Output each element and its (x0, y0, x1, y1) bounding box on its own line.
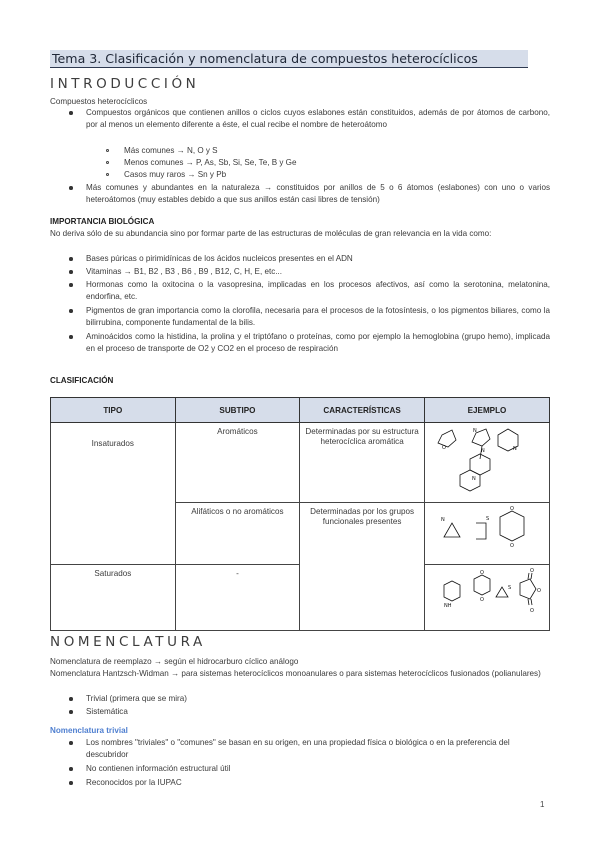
intro-subheading: Compuestos heterocíclicos (50, 97, 148, 106)
atom-label: O (529, 608, 534, 614)
table-cell-tipo: Insaturados (51, 423, 176, 565)
sub-bullet-ring (106, 149, 109, 152)
table-cell-caract: Determinadas por los grupos funcionales presentes (300, 503, 425, 631)
table-header-cell: TIPO (51, 398, 176, 423)
intro-sub-1: Más comunes → N, O y S (124, 146, 218, 155)
importancia-item: Aminoácidos como la histidina, la prolina y el triptófano o proteínas, como por ejemplo la hemoglobina (grupo hemo), implicada en el proceso de transporte de O2 y CO2 en el proceso de respiración (86, 332, 550, 353)
intro-sub-3: Casos muy raros → Sn y Pb (124, 170, 227, 179)
intro-heading: INTRODUCCIÓN (50, 76, 200, 92)
intro-bullet-2: Más comunes y abundantes en la naturaleza → constituidos por anillos de 5 o 6 átomos (eslabones) con uno o varios heteroátomos (muy estables debido a que sus anillos están casi libres de tensión) (86, 183, 550, 204)
atom-label: S (507, 585, 512, 591)
bullet-dot (69, 111, 73, 115)
table-row (51, 423, 550, 503)
table-cell-tipo: Saturados (51, 565, 176, 631)
nomenclatura-line-1: Nomenclatura de reemplazo → según el hidrocarburo cíclico análogo (50, 657, 299, 666)
atom-label: N (471, 476, 476, 482)
atom-label: O (479, 570, 484, 576)
table-header-cell: CARACTERÍSTICAS (300, 398, 425, 423)
table-header-cell: SUBTIPO (175, 398, 300, 423)
atom-label: O (509, 506, 514, 512)
clasificacion-heading: CLASIFICACIÓN (50, 376, 114, 385)
bullet-dot (69, 335, 73, 339)
bullet-dot (69, 710, 73, 714)
trivial-item: Los nombres "triviales" o "comunes" se basan en su origen, en una propiedad física o biológica o en la preferencia del descubridor (86, 738, 510, 759)
aliphatic-structures-image (428, 505, 546, 559)
page-title: Tema 3. Clasificación y nomenclatura de compuestos heterocíclicos (50, 50, 528, 68)
bullet-dot (69, 309, 73, 313)
table-cell-ejemplo (424, 503, 549, 565)
atom-label: O (479, 597, 484, 603)
bullet-dot (69, 283, 73, 287)
saturated-structures-image (428, 567, 546, 625)
trivial-heading: Nomenclatura trivial (50, 726, 128, 735)
atom-label: O (536, 588, 541, 594)
importancia-heading: IMPORTANCIA BIOLÓGICA (50, 217, 155, 226)
importancia-text: No deriva sólo de su abundancia sino por formar parte de las estructuras de moléculas de gran relevancia en la vida como: (50, 229, 492, 238)
importancia-item: Vitaminas → B1, B2 , B3 , B6 , B9 , B12, C, H, E, etc... (86, 267, 282, 276)
table-header-row (51, 398, 550, 423)
bullet-dot (69, 257, 73, 261)
table-header-cell: EJEMPLO (424, 398, 549, 423)
atom-label: O (441, 445, 446, 451)
atom-label: N (440, 517, 445, 523)
sub-bullet-ring (106, 173, 109, 176)
bullet-dot (69, 186, 73, 190)
bullet-dot (69, 781, 73, 785)
atom-label: N (472, 428, 477, 434)
sub-bullet-ring (106, 161, 109, 164)
table-cell-subtipo: Alifáticos o no aromáticos (175, 503, 300, 565)
intro-bullet-1: Compuestos orgánicos que contienen anillos o ciclos cuyos eslabones están constituidos, además de por átomos de carbono, por al menos un elemento diferente a éste, el cual recibe el nombre de heteroátomo (86, 108, 550, 129)
atom-label: O (509, 543, 514, 549)
atom-label: N (512, 446, 517, 452)
intro-sub-2: Menos comunes → P, As, Sb, Si, Se, Te, B y Ge (124, 158, 297, 167)
atom-label: NH (443, 603, 452, 609)
table-cell-ejemplo (424, 423, 549, 503)
atom-label: N (480, 448, 485, 454)
clasificacion-table (50, 397, 550, 631)
importancia-item: Bases púricas o pirimidínicas de los ácidos nucleicos presentes en el ADN (86, 254, 353, 263)
bullet-dot (69, 741, 73, 745)
nomenclatura-bullet: Sistemática (86, 707, 128, 716)
table-cell-ejemplo (424, 565, 549, 631)
bullet-dot (69, 767, 73, 771)
page-number: 1 (540, 800, 545, 809)
importancia-item: Pigmentos de gran importancia como la clorofila, necesaria para el procesos de la fotosíntesis, o los pigmentos biliares, como la bilirrubina, componente fundamental de la bilis. (86, 306, 550, 327)
trivial-item: No contienen información estructural útil (86, 764, 231, 773)
nomenclatura-heading: NOMENCLATURA (50, 634, 206, 650)
table-cell-caract: Determinadas por su estructura heterocíclica aromática (300, 423, 425, 503)
importancia-item: Hormonas como la oxitocina o la vasopresina, implicadas en los procesos afectivos, así como la serotonina, melatonina, endorfina, etc. (86, 280, 550, 301)
aromatic-structures-image (428, 425, 546, 497)
bullet-dot (69, 697, 73, 701)
bullet-dot (69, 270, 73, 274)
table-cell-subtipo: - (175, 565, 300, 631)
atom-label: S (485, 516, 490, 522)
nomenclatura-bullet: Trivial (primera que se mira) (86, 694, 187, 703)
atom-label: O (529, 568, 534, 574)
trivial-item: Reconocidos por la IUPAC (86, 778, 182, 787)
table-cell-subtipo: Aromáticos (175, 423, 300, 503)
nomenclatura-line-2: Nomenclatura Hantzsch-Widman → para sistemas heterocíclicos monoanulares o para sistemas heterocíclicos fusionados (polianulares) (50, 669, 541, 678)
